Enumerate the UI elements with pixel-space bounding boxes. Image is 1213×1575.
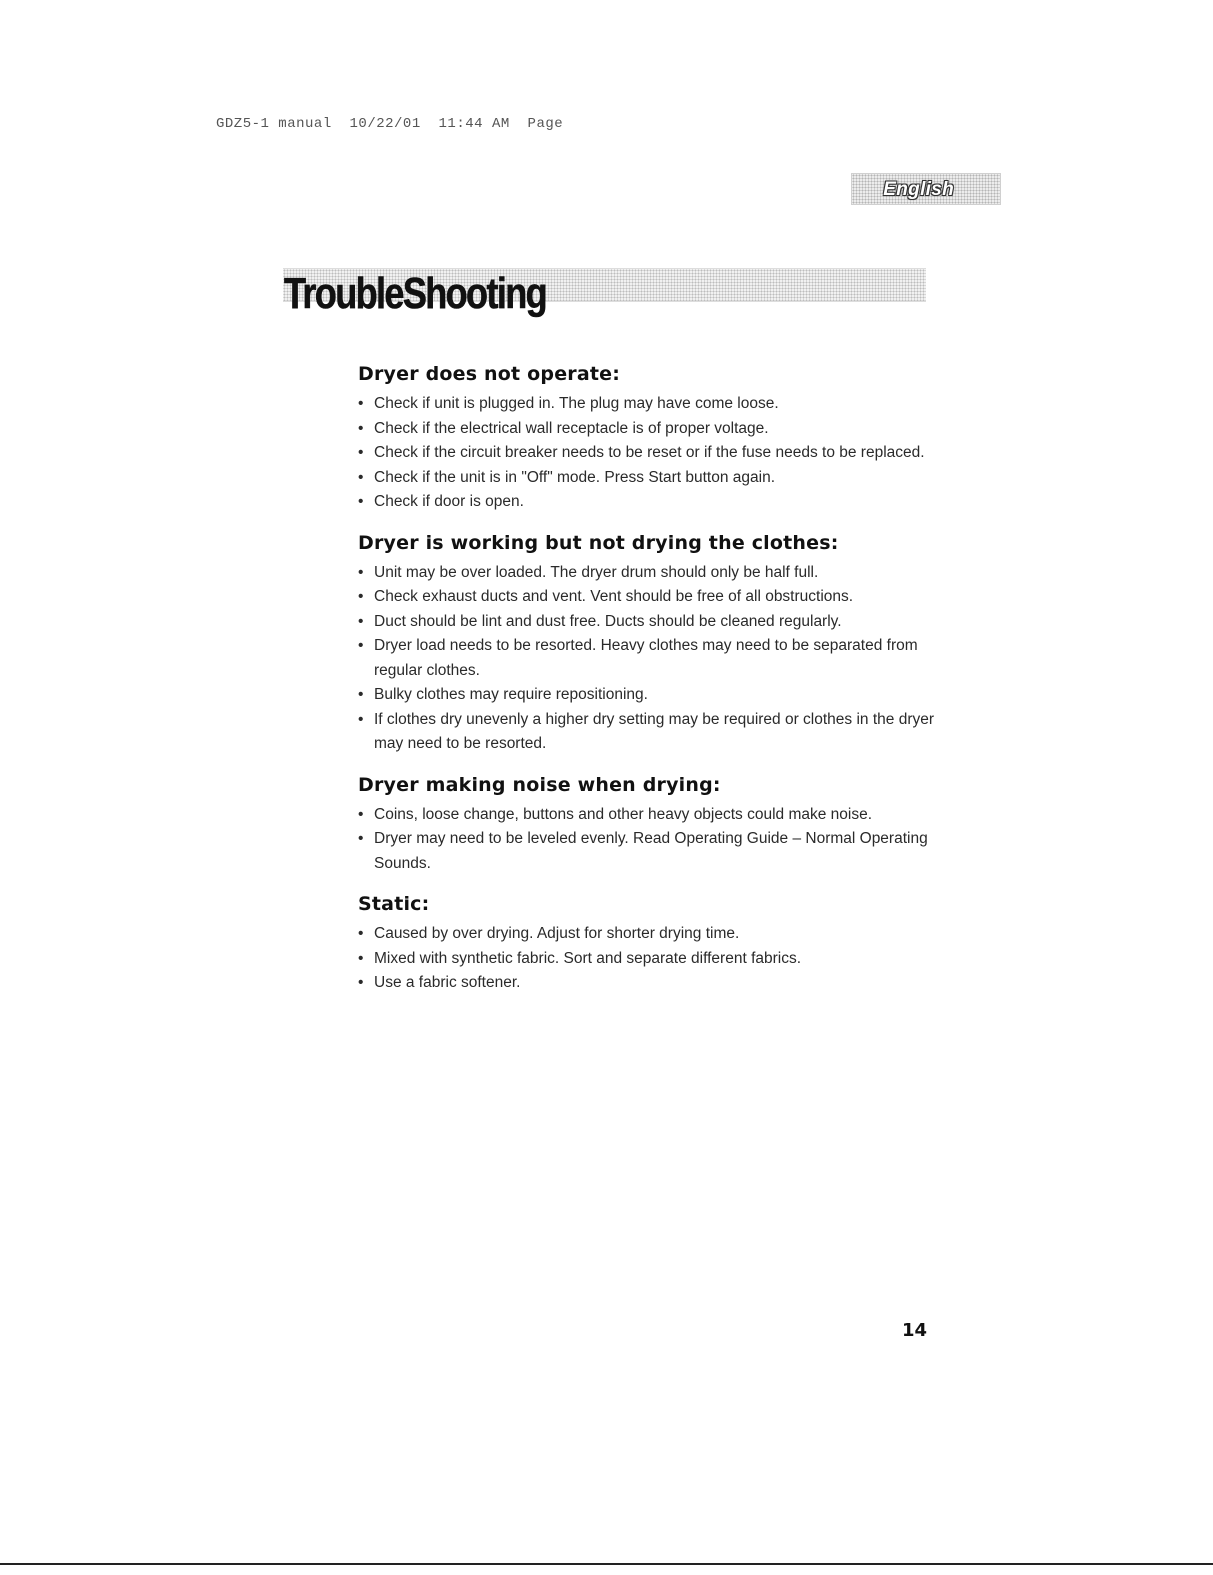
section-heading: Static: [358,893,430,915]
list-item: • Check exhaust ducts and vent. Vent should be free of all obstructions. [358,585,938,610]
bottom-rule [0,1563,1213,1565]
section-dryer-does-not-operate [358,360,938,515]
list-item: • Caused by over drying. Adjust for shorter drying time. [358,922,938,947]
page-number: 14 [902,1320,928,1341]
section-heading: Dryer making noise when drying: [358,773,721,796]
list-item: • Use a fabric softener. [358,971,938,996]
page-title: TroubleShooting [284,269,547,318]
section-heading: Dryer does not operate: [358,363,621,385]
print-header: GDZ5-1 manual 10/22/01 11:44 AM Page [216,116,564,132]
list-item: • Check if the unit is in "Off" mode. Press Start button again. [358,466,938,491]
section-not-drying [358,529,938,757]
section-making-noise [358,771,938,877]
bullet-list [358,392,938,515]
bullet-list [358,922,938,996]
list-item: • If clothes dry unevenly a higher dry setting may be required or clothes in the dryer may need to be resorted. [358,708,938,757]
troubleshooting-content [358,360,938,1010]
language-tab [851,173,1001,205]
list-item: • Check if the circuit breaker needs to be reset or if the fuse needs to be replaced. [358,441,938,466]
list-item: • Mixed with synthetic fabric. Sort and separate different fabrics. [358,947,938,972]
list-item: • Check if unit is plugged in. The plug may have come loose. [358,392,938,417]
list-item: • Coins, loose change, buttons and other heavy objects could make noise. [358,803,938,828]
list-item: • Duct should be lint and dust free. Ducts should be cleaned regularly. [358,610,938,635]
list-item: • Unit may be over loaded. The dryer drum should only be half full. [358,561,938,586]
bullet-list [358,561,938,757]
list-item: • Check if the electrical wall receptacle is of proper voltage. [358,417,938,442]
language-tab-label: English [883,179,954,200]
list-item: • Check if door is open. [358,490,938,515]
bullet-list [358,803,938,877]
list-item: • Dryer may need to be leveled evenly. Read Operating Guide – Normal Operating Sounds. [358,827,938,876]
list-item: • Dryer load needs to be resorted. Heavy clothes may need to be separated from regular clothes. [358,634,938,683]
section-heading: Dryer is working but not drying the clothes: [358,531,839,554]
section-static [358,890,938,996]
list-item: • Bulky clothes may require repositioning. [358,683,938,708]
